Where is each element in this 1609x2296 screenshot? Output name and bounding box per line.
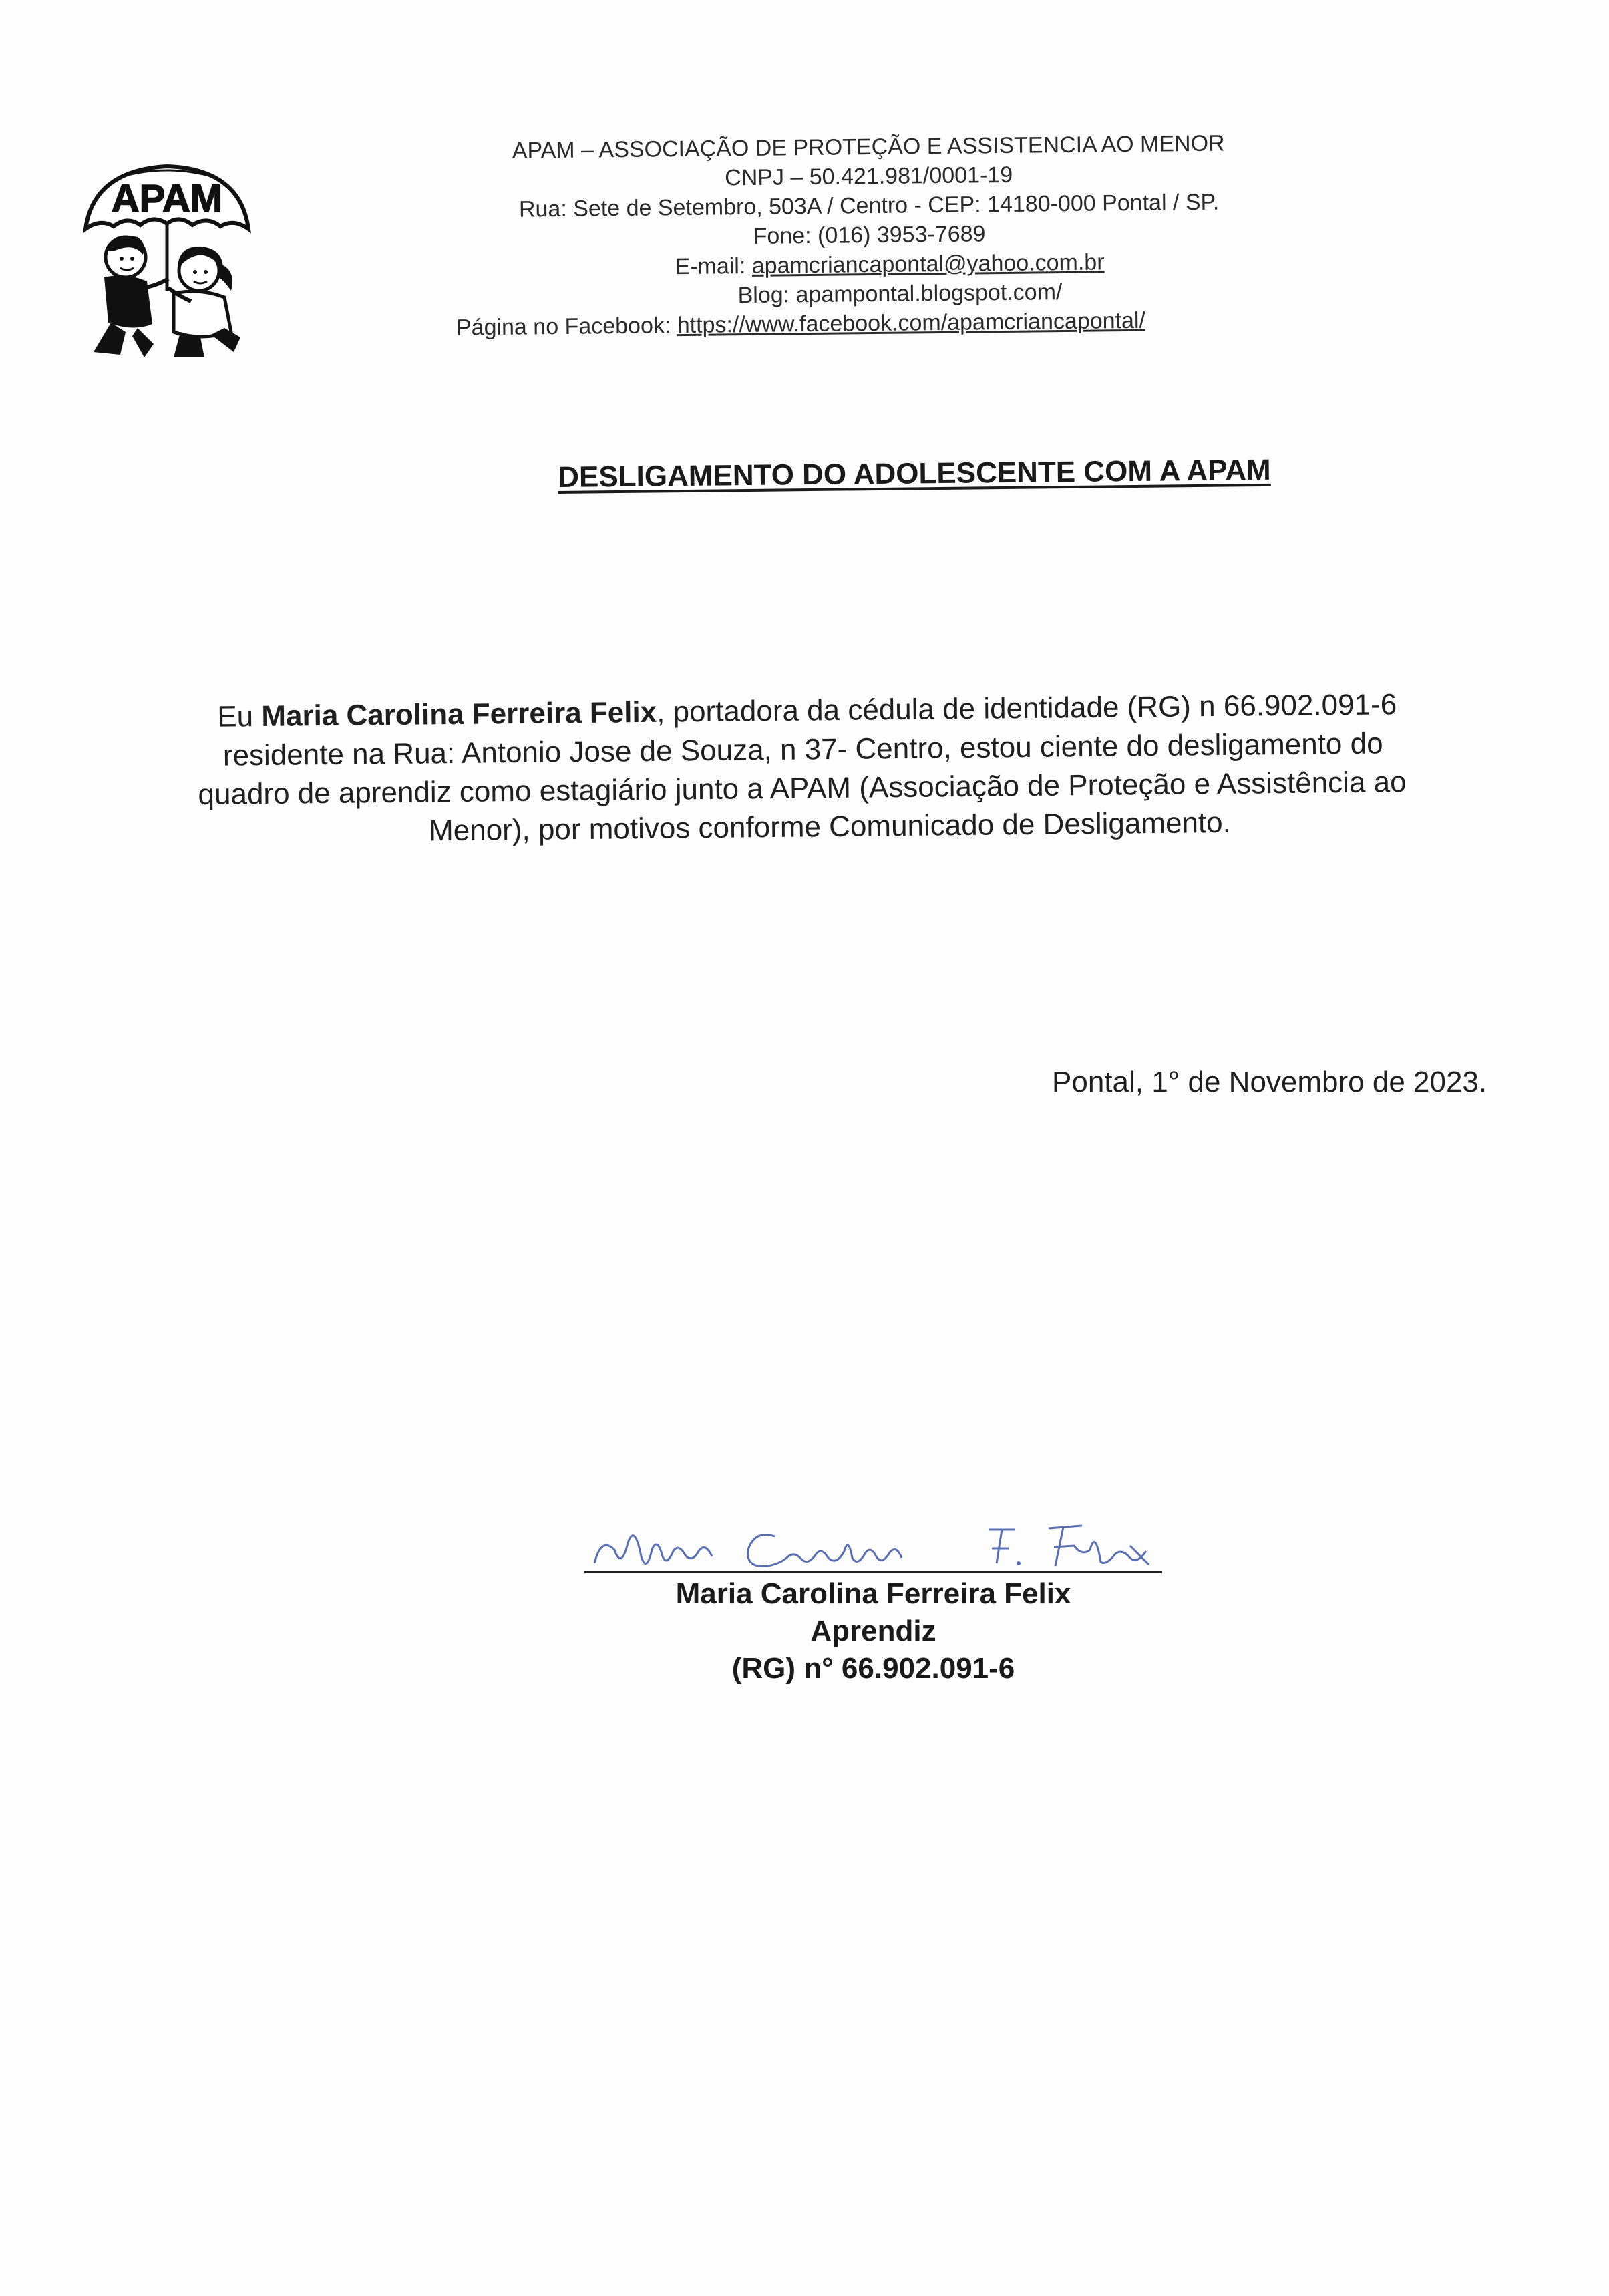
facebook-label: Página no Facebook:: [456, 313, 671, 341]
paragraph-prefix: Eu: [217, 699, 262, 733]
cnpj: CNPJ – 50.421.981/0001-19: [724, 162, 1013, 191]
declarant-name: Maria Carolina Ferreira Felix: [261, 695, 657, 733]
letterhead: [427, 128, 1311, 343]
signature-block: [584, 1575, 1162, 1687]
apam-logo: [73, 157, 254, 364]
paragraph-line-3: quadro de aprendiz como estagiário junto a APAM (Associação de Proteção e Assistência ao: [198, 766, 1407, 811]
signer-name: Maria Carolina Ferreira Felix: [675, 1577, 1071, 1610]
signer-rg: (RG) n° 66.902.091-6: [731, 1652, 1015, 1685]
blog-label: Blog:: [737, 282, 790, 309]
blog-link[interactable]: apampontal.blogspot.com/: [795, 279, 1063, 308]
document-date: Pontal, 1° de Novembro de 2023.: [1052, 1065, 1487, 1098]
paragraph-line-4: Menor), por motivos conforme Comunicado de Desligamento.: [428, 806, 1232, 848]
organization-name: APAM – ASSOCIAÇÃO DE PROTEÇÃO E ASSISTENCIA AO MENOR: [512, 130, 1225, 164]
svg-text:APAM: APAM: [111, 177, 223, 220]
email-link[interactable]: apamcriancapontal@yahoo.com.br: [751, 249, 1105, 279]
document-title: DESLIGAMENTO DO ADOLESCENTE COM A APAM: [558, 453, 1271, 494]
declaration-paragraph: [197, 684, 1561, 853]
phone: Fone: (016) 3953-7689: [753, 221, 986, 249]
signature-line: [584, 1571, 1162, 1573]
signer-role: Aprendiz: [810, 1615, 936, 1647]
address: Rua: Sete de Setembro, 503A / Centro - CEP: 14180-000 Pontal / SP.: [518, 189, 1220, 222]
paragraph-line-2: residente na Rua: Antonio Jose de Souza, n 37- Centro, estou ciente do desligamento do: [222, 727, 1383, 772]
facebook-link[interactable]: https://www.facebook.com/apamcriancapontal/: [677, 307, 1146, 339]
email-label: E-mail:: [675, 253, 746, 280]
paragraph-line-1-suffix: , portadora da cédula de identidade (RG) n 66.902.091-6: [656, 688, 1397, 729]
